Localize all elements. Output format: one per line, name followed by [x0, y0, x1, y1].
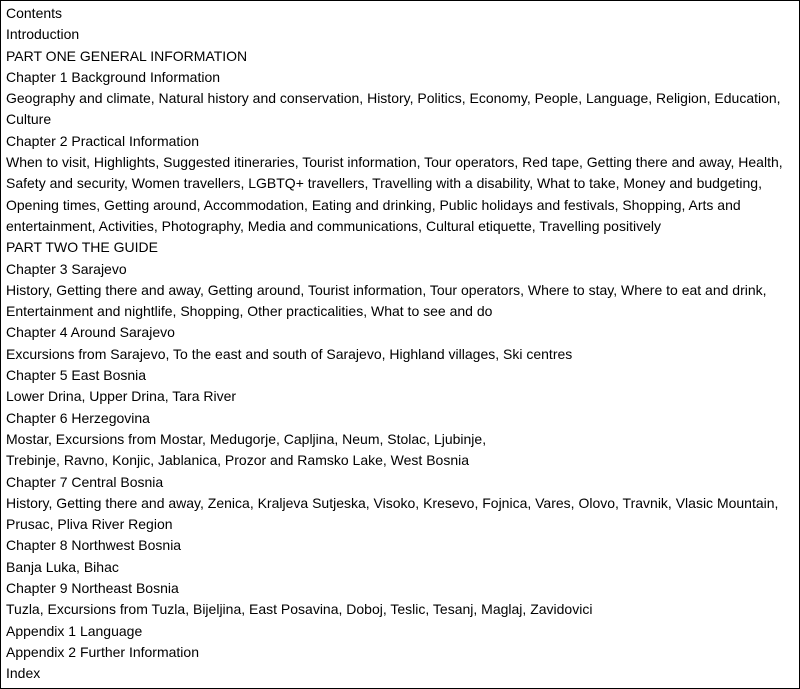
toc-line: Chapter 4 Around Sarajevo: [6, 324, 175, 341]
table-of-contents: [6, 3, 796, 685]
toc-line: Index: [6, 665, 41, 682]
toc-line: Safety and security, Women travellers, LGBTQ+ travellers, Travelling with a disability, What to take, Money and budgeting,: [6, 175, 762, 192]
toc-line: Tuzla, Excursions from Tuzla, Bijeljina, East Posavina, Doboj, Teslic, Tesanj, Maglaj, Zavidovici: [6, 601, 593, 618]
toc-line: PART ONE GENERAL INFORMATION: [6, 47, 248, 64]
toc-line: Banja Luka, Bihac: [6, 558, 119, 575]
toc-line: Opening times, Getting around, Accommodation, Eating and drinking, Public holidays and festivals, Shopping, Arts and: [6, 196, 741, 213]
toc-line: Chapter 9 Northeast Bosnia: [6, 580, 179, 597]
toc-line: entertainment, Activities, Photography, Media and communications, Cultural etiquette, Travelling positively: [6, 217, 661, 234]
toc-line: Culture: [6, 111, 52, 128]
toc-line: When to visit, Highlights, Suggested itineraries, Tourist information, Tour operators, Red tape, Getting there and away, Health,: [6, 154, 783, 171]
toc-line: Prusac, Pliva River Region: [6, 516, 173, 533]
toc-line: Lower Drina, Upper Drina, Tara River: [6, 388, 237, 405]
toc-line: Chapter 5 East Bosnia: [6, 367, 147, 384]
toc-line: Appendix 2 Further Information: [6, 643, 199, 660]
toc-line: Geography and climate, Natural history and conservation, History, Politics, Economy, People, Language, Religion, Education,: [6, 90, 781, 107]
toc-line: Introduction: [6, 26, 80, 43]
toc-line: History, Getting there and away, Zenica, Kraljeva Sutjeska, Visoko, Kresevo, Fojnica, Vares, Olovo, Travnik, Vlasic Mountain,: [6, 494, 779, 511]
toc-line: Chapter 6 Herzegovina: [6, 409, 150, 426]
toc-line: Appendix 1 Language: [6, 622, 143, 639]
toc-line: Chapter 2 Practical Information: [6, 132, 199, 149]
toc-line: History, Getting there and away, Getting around, Tourist information, Tour operators, Where to stay, Where to eat and drink,: [6, 281, 767, 298]
toc-line: Chapter 8 Northwest Bosnia: [6, 537, 182, 554]
toc-line: Chapter 3 Sarajevo: [6, 260, 127, 277]
toc-line: Contents: [6, 5, 63, 21]
toc-line: Mostar, Excursions from Mostar, Medugorje, Capljina, Neum, Stolac, Ljubinje,: [6, 430, 487, 447]
toc-line: Trebinje, Ravno, Konjic, Jablanica, Prozor and Ramsko Lake, West Bosnia: [6, 452, 470, 469]
toc-line: Excursions from Sarajevo, To the east and south of Sarajevo, Highland villages, Ski centres: [6, 345, 573, 362]
toc-line: Chapter 7 Central Bosnia: [6, 473, 164, 490]
toc-line: Chapter 1 Background Information: [6, 68, 221, 85]
toc-line: PART TWO THE GUIDE: [6, 239, 158, 256]
toc-line: Entertainment and nightlife, Shopping, Other practicalities, What to see and do: [6, 303, 493, 320]
